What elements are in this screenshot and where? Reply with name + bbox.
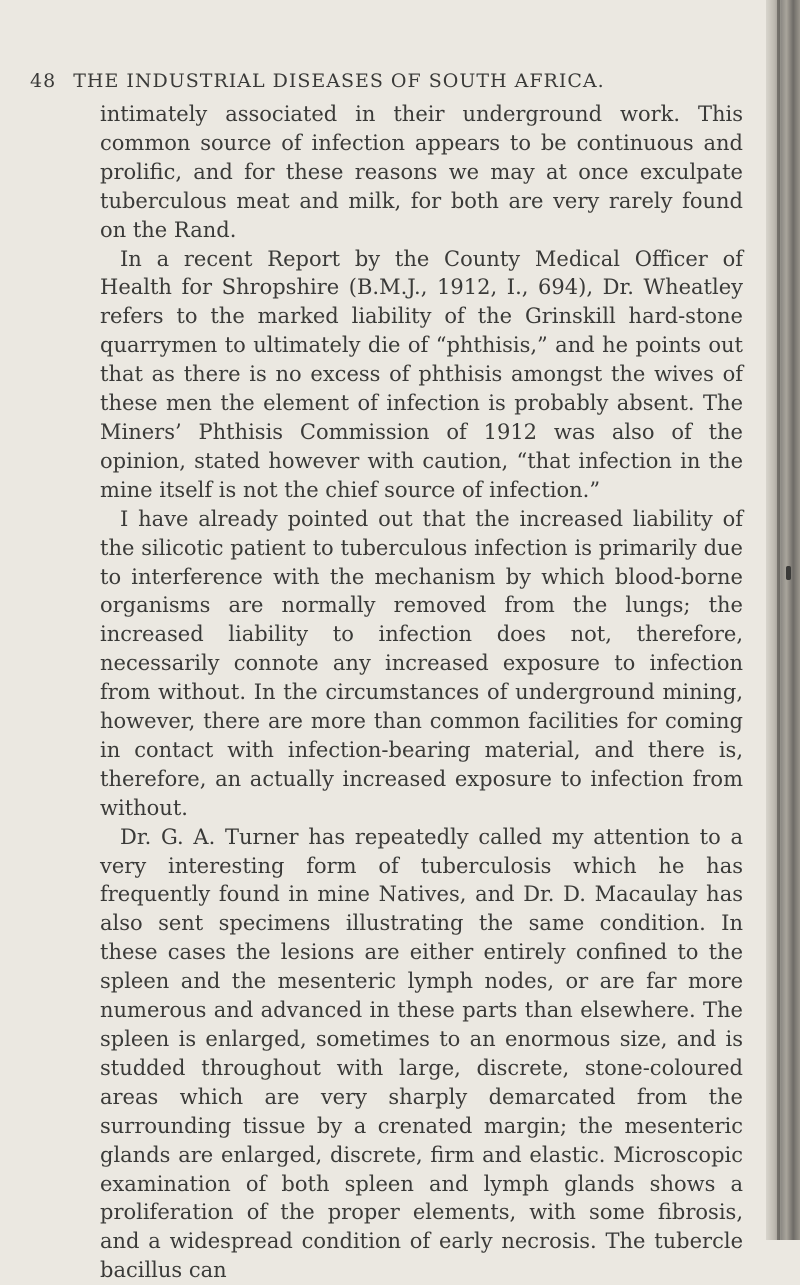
paragraph: I have already pointed out that the increased liability of the silicotic patient to tuberculous infection is primarily due to interference with the mechanism by which blood-borne organisms are normally removed from the lungs; the increased liability to infection does not, therefore, necessarily connote any increased exposure to infection from without. In the circumstances of underground mining, however, there are more than common facilities for coming in contact with infection-bearing material, and there is, therefore, an actually increased exposure to infection from without. — [100, 506, 743, 820]
paragraph: In a recent Report by the County Medical Officer of Health for Shropshire (B.M.J., 1912, I., 694), Dr. Wheatley refers to the marked liability of the Grinskill hard-stone quarrymen to ultimately die of “phthisis,” and he points out that as there is no excess of phthisis amongst the wives of these men the element of infection is probably absent. The Miners’ Phthisis Commission of 1912 was also of the opinion, stated however with caution, “that infection in the mine itself is not the chief source of infection.” — [100, 246, 743, 502]
margin-mark — [786, 566, 791, 580]
running-header — [30, 70, 750, 92]
page-number: 48 — [30, 70, 57, 92]
paragraph: Dr. G. A. Turner has repeatedly called my attention to a very interesting form of tuberculosis which he has frequently found in mine Natives, and Dr. D. Macaulay has also sent specimens illustrating the same condition. In these cases the lesions are either entirely confined to the spleen and the mesenteric lymph nodes, or are far more numerous and advanced in these parts than elsewhere. The spleen is enlarged, sometimes to an enormous size, and is studded throughout with large, discrete, stone-coloured areas which are very sharply demarcated from the surrounding tissue by a crenated margin; the mesenteric glands are enlarged, discrete, firm and elastic. Microscopic examination of both spleen and lymph glands shows a proliferation of the proper elements, with some fibrosis, and a widespread condition of early necrosis. The tubercle bacillus can — [100, 824, 743, 1283]
page-edge-shadow — [777, 0, 780, 1240]
body-text — [100, 100, 743, 1285]
paragraph: intimately associated in their underground work. This common source of infection appears to be continuous and prolific, and for these reasons we may at once exculpate tuberculous meat and milk, for both are very rarely found on the Rand. — [100, 102, 743, 242]
running-title: THE INDUSTRIAL DISEASES OF SOUTH AFRICA. — [73, 70, 605, 92]
page-edge — [766, 0, 800, 1240]
